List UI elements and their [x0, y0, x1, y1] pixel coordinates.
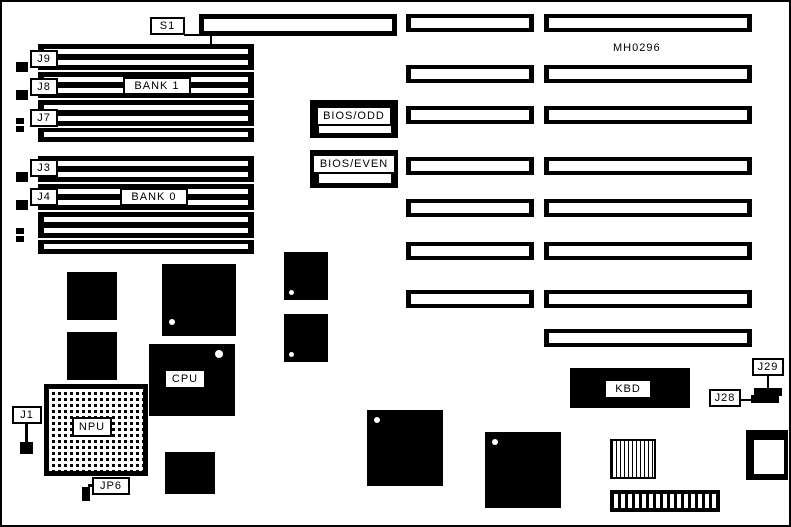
- label-bios-odd: [316, 106, 392, 126]
- simm-socket-bank1-1: [38, 44, 254, 70]
- label-j9-text: J9: [37, 53, 51, 65]
- label-j3: [30, 159, 58, 177]
- expansion-slot-r6b: [544, 242, 752, 260]
- simm-socket-bank1-4: [38, 128, 254, 142]
- label-j9: [30, 50, 58, 68]
- label-bank1: [123, 77, 191, 95]
- label-j3-text: J3: [37, 162, 51, 174]
- label-j29: [752, 358, 784, 376]
- jp6-jumper: [82, 487, 90, 501]
- callout-line-s1: [184, 34, 212, 36]
- label-j28: [709, 389, 741, 407]
- expansion-slot-r6a: [406, 242, 534, 260]
- label-j7-text: J7: [37, 112, 51, 124]
- expansion-slot-r2a: [406, 65, 534, 83]
- label-cpu: [164, 369, 206, 389]
- label-bios-even: [312, 154, 396, 174]
- j1-connector: [20, 442, 33, 454]
- label-j8-text: J8: [37, 81, 51, 93]
- chip-plcc-1: [162, 264, 236, 336]
- expansion-slot-r2b: [544, 65, 752, 83]
- label-s1: [150, 17, 185, 35]
- bank1-tab-2: [16, 90, 28, 100]
- simm-socket-bank0-4: [38, 240, 254, 254]
- expansion-slot-r4a: [406, 157, 534, 175]
- bank1-tab-1: [16, 62, 28, 72]
- bank0-tab-1: [16, 172, 28, 182]
- label-j29-text: J29: [757, 361, 779, 373]
- label-kbd: [604, 379, 652, 399]
- j28-lead: [741, 399, 751, 401]
- expansion-slot-r3b: [544, 106, 752, 124]
- chip-small-4: [284, 314, 328, 362]
- j29-lead: [767, 376, 769, 388]
- chip-small-2: [67, 332, 117, 380]
- label-cpu-text: CPU: [171, 373, 199, 385]
- expansion-slot-r7b: [544, 290, 752, 308]
- callout-line-s1-b: [210, 34, 212, 44]
- chip-grid-small: [610, 439, 656, 479]
- label-s1-text: S1: [159, 20, 176, 32]
- bank0-tab-2: [16, 200, 28, 210]
- chip-small-1: [67, 272, 117, 320]
- label-j4: [30, 188, 58, 206]
- expansion-slot-r1a: [406, 14, 534, 32]
- expansion-slot-r5a: [406, 199, 534, 217]
- bank0-tab-3: [16, 228, 24, 234]
- label-j8: [30, 78, 58, 96]
- bank1-tab-4: [16, 126, 24, 132]
- pin-header-bottom: [610, 490, 720, 512]
- bank1-tab-3: [16, 118, 24, 124]
- chip-small-3: [284, 252, 328, 300]
- chip-small-5: [165, 452, 215, 494]
- board-code-text: MH0296: [613, 42, 661, 54]
- simm-socket-bank1-3: [38, 100, 254, 126]
- label-bank1-text: BANK 1: [134, 80, 180, 92]
- expansion-slot-r7a: [406, 290, 534, 308]
- simm-socket-bank0-3: [38, 212, 254, 238]
- chip-qfp-1: [367, 410, 443, 486]
- j28-header: [751, 395, 779, 403]
- label-npu-text: NPU: [78, 421, 106, 433]
- j1-lead: [25, 424, 28, 444]
- chip-qfp-2: [485, 432, 561, 508]
- label-jp6: [92, 477, 130, 495]
- label-npu: [72, 417, 112, 437]
- label-j1-text: J1: [20, 409, 34, 421]
- simm-socket-bank0-1: [38, 156, 254, 182]
- label-jp6-text: JP6: [100, 480, 122, 492]
- expansion-slot-r1b: [544, 14, 752, 32]
- label-bios-odd-text: BIOS/ODD: [323, 110, 385, 122]
- label-j7: [30, 109, 58, 127]
- expansion-slot-r4b: [544, 157, 752, 175]
- rear-port-connector: [746, 430, 788, 480]
- expansion-slot-r3a: [406, 106, 534, 124]
- label-bios-even-text: BIOS/EVEN: [319, 158, 389, 170]
- label-bank0-text: BANK 0: [131, 191, 177, 203]
- label-j1: [12, 406, 42, 424]
- expansion-slot-r8b: [544, 329, 752, 347]
- label-j28-text: J28: [714, 392, 736, 404]
- bank0-tab-4: [16, 236, 24, 242]
- label-bank0: [120, 188, 188, 206]
- label-j4-text: J4: [37, 191, 51, 203]
- expansion-slot-top-left: [199, 14, 397, 36]
- expansion-slot-r5b: [544, 199, 752, 217]
- label-kbd-text: KBD: [615, 383, 641, 395]
